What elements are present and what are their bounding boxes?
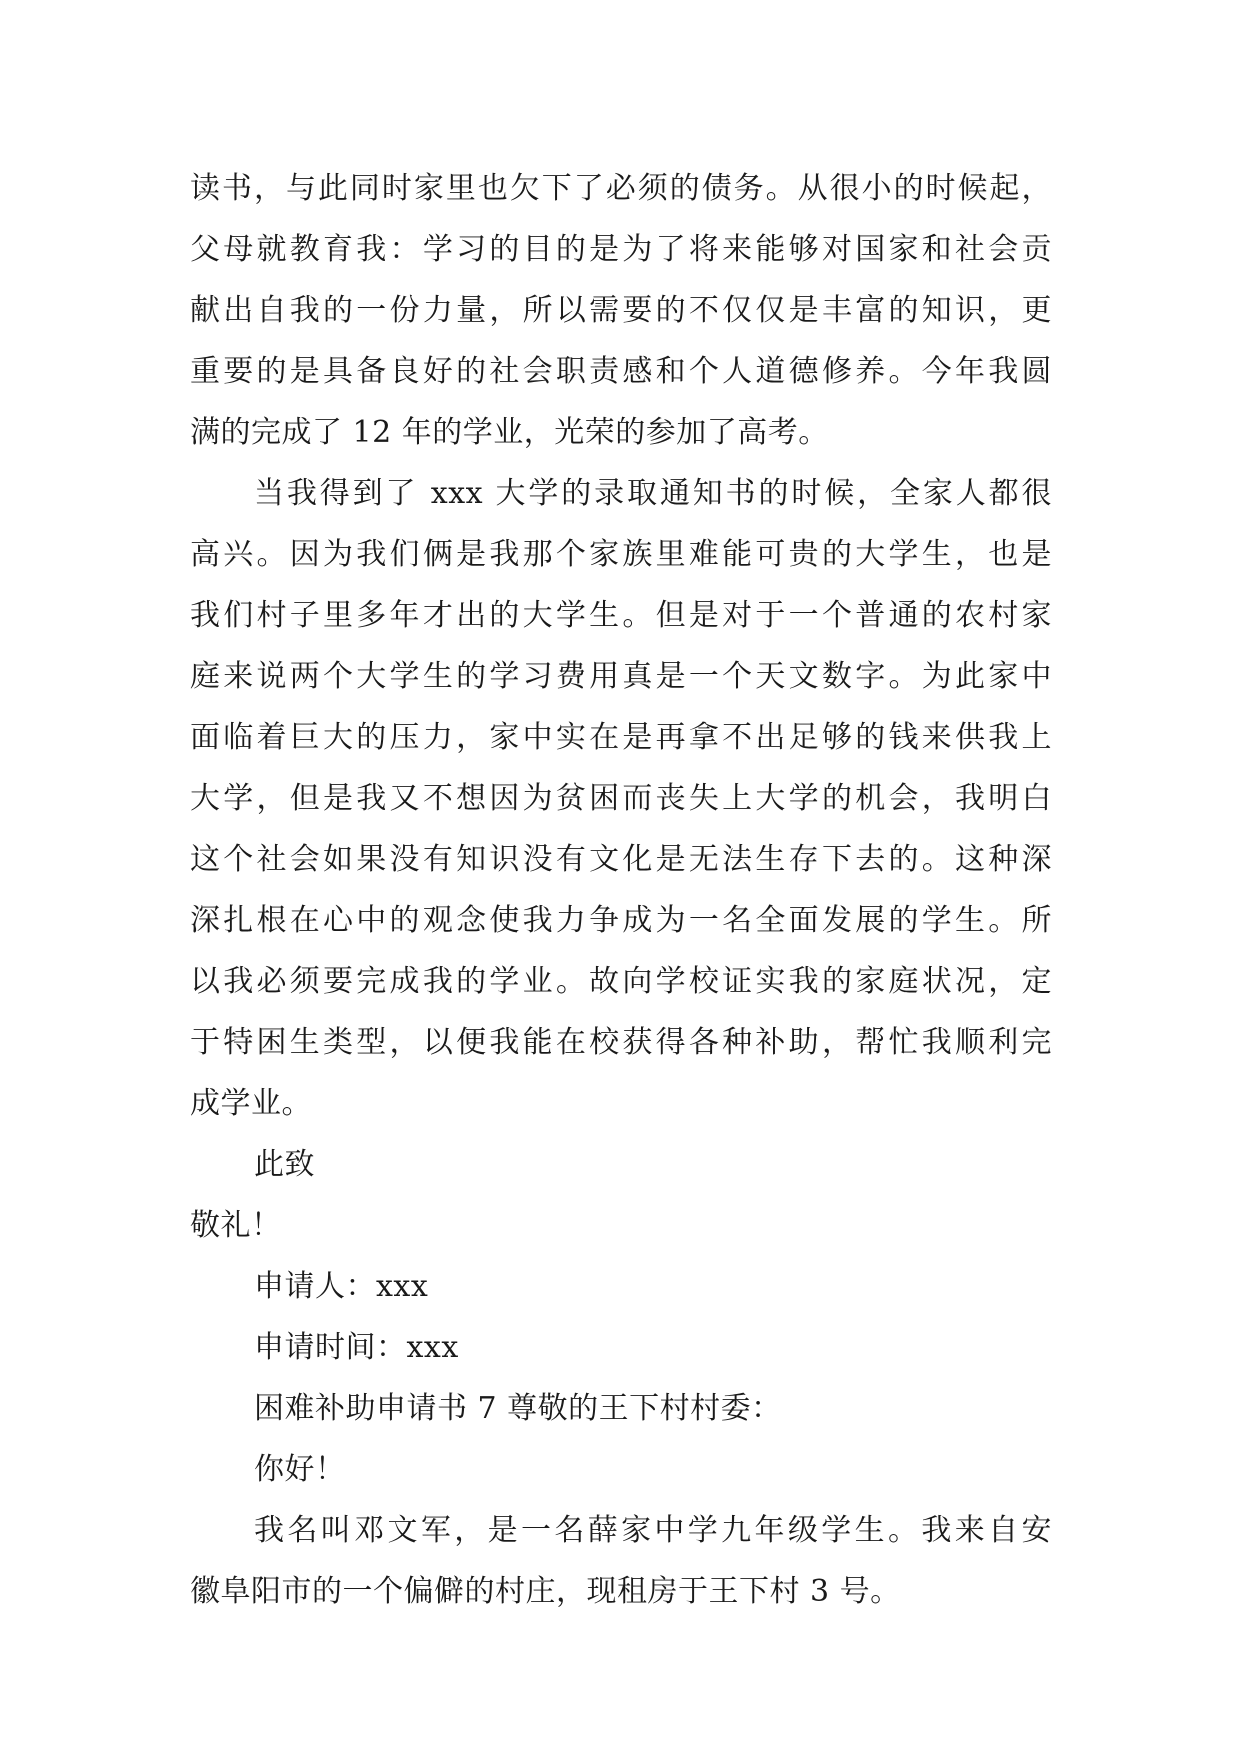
text-line: 于特困生类型，以便我能在校获得各种补助，帮忙我顺利完 [190,1025,1052,1060]
applicant-name: 申请人：xxx [254,1269,429,1304]
application-date: 申请时间：xxx [254,1330,459,1365]
second-letter-heading: 困难补助申请书 7 尊敬的王下村村委： [254,1391,782,1426]
text-line: 深扎根在心中的观念使我力争成为一名全面发展的学生。所 [190,903,1052,938]
text-line: 成学业。 [190,1086,312,1121]
text-line: 我们村子里多年才出的大学生。但是对于一个普通的农村家 [190,598,1052,633]
text-line: 徽阜阳市的一个偏僻的村庄，现租房于王下村 3 号。 [190,1574,901,1609]
paragraph-start-line: 我名叫邓文军，是一名薛家中学九年级学生。我来自安 [254,1513,1052,1548]
text-line: 面临着巨大的压力，家中实在是再拿不出足够的钱来供我上 [190,720,1052,755]
text-line: 重要的是具备良好的社会职责感和个人道德修养。今年我圆 [190,354,1052,389]
text-line: 满的完成了 12 年的学业，光荣的参加了高考。 [190,415,829,450]
text-line: 献出自我的一份力量，所以需要的不仅仅是丰富的知识，更 [190,293,1052,328]
closing-regards: 敬礼！ [190,1208,282,1243]
text-line: 以我必须要完成我的学业。故向学校证实我的家庭状况，定 [190,964,1052,999]
greeting: 你好！ [254,1452,346,1487]
closing-salutation: 此致 [254,1147,315,1182]
text-line: 庭来说两个大学生的学习费用真是一个天文数字。为此家中 [190,659,1052,694]
text-line: 高兴。因为我们俩是我那个家族里难能可贵的大学生，也是 [190,537,1052,572]
paragraph-start-line: 当我得到了 xxx 大学的录取通知书的时候，全家人都很 [254,476,1052,511]
text-line: 父母就教育我：学习的目的是为了将来能够对国家和社会贡 [190,232,1052,267]
body-text [190,158,1052,1622]
text-line: 这个社会如果没有知识没有文化是无法生存下去的。这种深 [190,842,1052,877]
text-line: 读书，与此同时家里也欠下了必须的债务。从很小的时候起， [190,171,1052,206]
text-line: 大学，但是我又不想因为贫困而丧失上大学的机会，我明白 [190,781,1052,816]
